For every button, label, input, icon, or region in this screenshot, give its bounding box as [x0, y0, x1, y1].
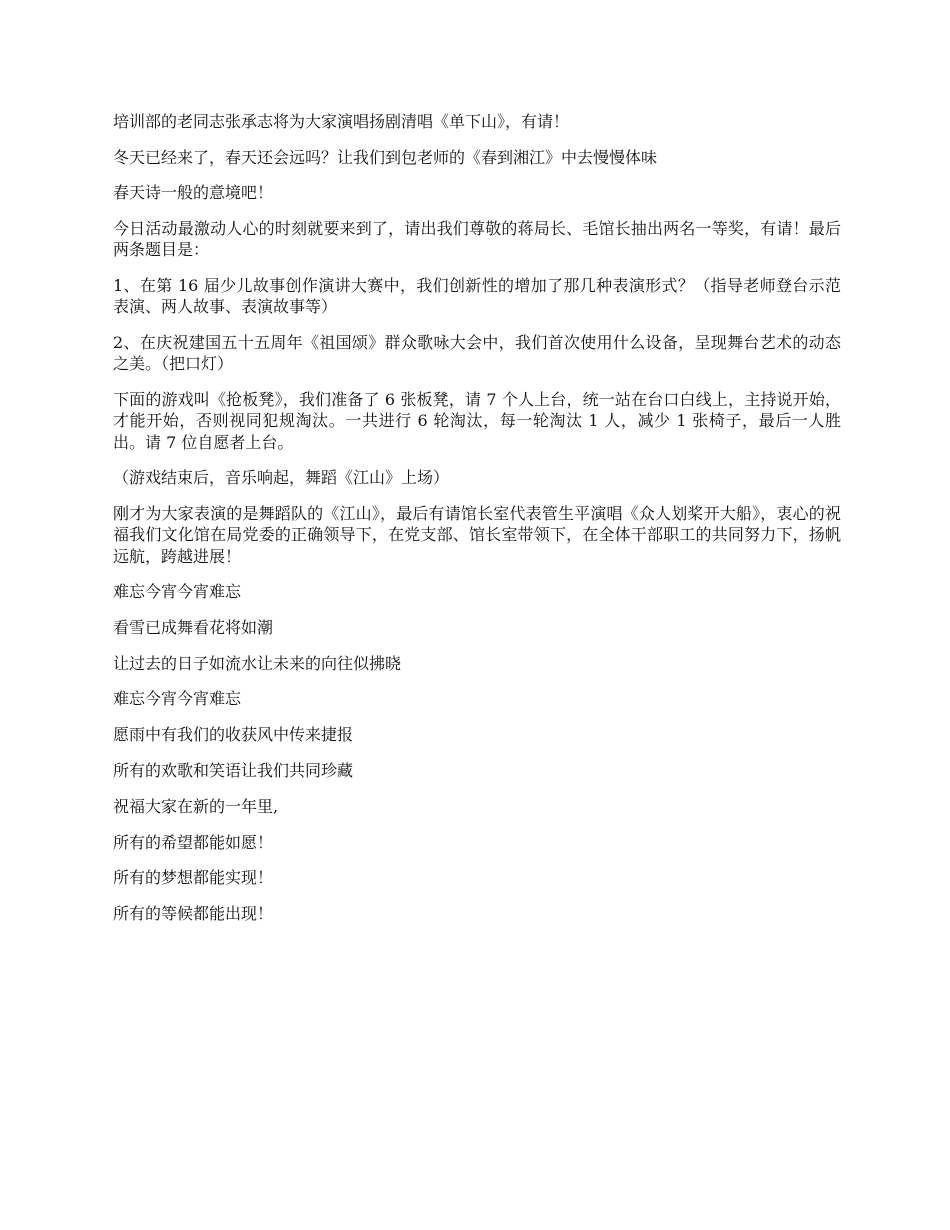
paragraph: 培训部的老同志张承志将为大家演唱扬剧清唱《单下山》，有请！: [113, 112, 570, 131]
paragraph: 1、在第 16 届少儿故事创作演讲大赛中，我们创新性的增加了那几种表演形式？（指导老师登台示范表演、两人故事、表演故事等）: [113, 275, 841, 316]
document-body: [113, 111, 841, 939]
paragraph: 刚才为大家表演的是舞蹈队的《江山》，最后有请馆长室代表管生平演唱《众人划桨开大船》，衷心的祝福我们文化馆在局党委的正确领导下，在党支部、馆长室带领下，在全体干部职工的共同努力下，扬帆远航，跨越进展！: [113, 503, 841, 566]
lyric-line: 所有的欢歌和笑语让我们共同珍藏: [113, 760, 354, 780]
closing-line: 所有的梦想都能实现！: [113, 868, 274, 888]
lyric-line: 让过去的日子如流水让未来的向往似拂晓: [113, 653, 402, 673]
lyric-line: 愿雨中有我们的收获风中传来捷报: [113, 725, 354, 745]
paragraph: 今日活动最激动人心的时刻就要来到了，请出我们尊敬的蒋局长、毛馆长抽出两名一等奖，有请！最后两条题目是：: [113, 218, 841, 259]
closing-line: 祝福大家在新的一年里,: [113, 796, 279, 816]
closing-line: 所有的希望都能如愿！: [113, 832, 274, 852]
lyric-line: 难忘今宵今宵难忘: [113, 582, 242, 601]
paragraph: （游戏结束后，音乐响起，舞蹈《江山》上场）: [113, 468, 450, 487]
lyric-line: 难忘今宵今宵难忘: [113, 689, 242, 709]
paragraph: 春天诗一般的意境吧！: [113, 183, 274, 202]
paragraph: 冬天已经来了，春天还会远吗？让我们到包老师的《春到湘江》中去慢慢体味: [113, 147, 658, 167]
paragraph: 下面的游戏叫《抢板凳》，我们准备了 6 张板凳，请 7 个人上台，统一站在台口白线上，主持说开始，才能开始，否则视同犯规淘汰。一共进行 6 轮淘汰，每一轮淘汰 1 人，减少 1 张椅子，最后一人胜出。请 7 位自愿者上台。: [113, 389, 841, 452]
closing-line: 所有的等候都能出现！: [113, 904, 274, 924]
paragraph: 2、在庆祝建国五十五周年《祖国颂》群众歌咏大会中，我们首次使用什么设备，呈现舞台艺术的动态之美。（把口灯）: [113, 332, 841, 373]
lyric-line: 看雪已成舞看花将如潮: [113, 617, 274, 637]
